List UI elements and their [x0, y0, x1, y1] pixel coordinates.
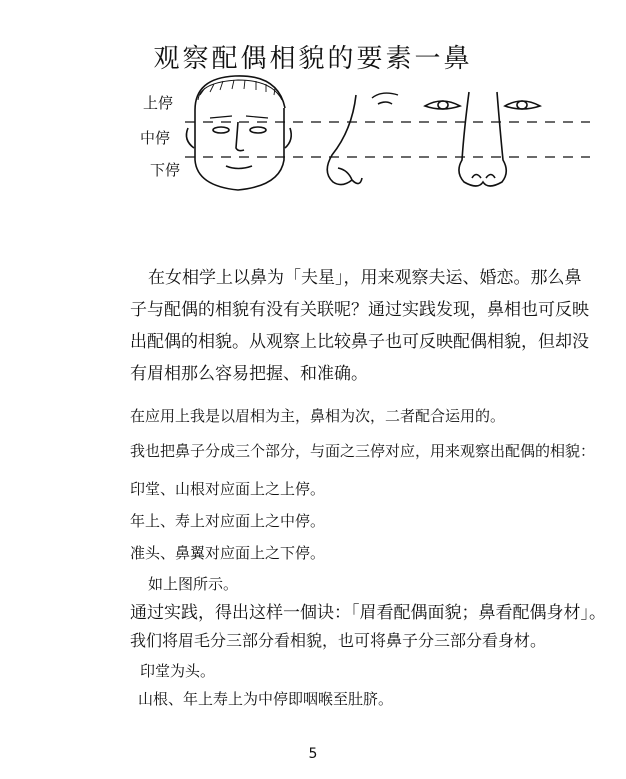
text-line: 印堂为头。 — [140, 662, 216, 680]
nose-profile-drawing — [327, 93, 398, 184]
text-line: 我也把鼻子分成三个部分，与面之三停对应，用来观察出配偶的相貌： — [130, 442, 596, 460]
zone-label-lower: 下停 — [150, 161, 181, 179]
zone-dividers — [185, 122, 590, 157]
face-front-drawing — [186, 76, 291, 190]
text-line: 我们将眉毛分三部分看相貌，也可将鼻子分三部分看身材。 — [130, 631, 547, 650]
face-nose-diagram — [0, 0, 626, 240]
page-number: 5 — [308, 746, 318, 762]
zone-label-upper: 上停 — [143, 94, 174, 112]
text-line: 在应用上我是以眉相为主，鼻相为次，二者配合运用的。 — [130, 407, 506, 425]
text-line: 如上图所示。 — [148, 575, 239, 593]
text-line: 印堂、山根对应面上之上停。 — [130, 480, 326, 498]
intro-paragraph: 在女相学上以鼻为「夫星」，用来观察夫运、婚恋。那么鼻子与配偶的相貌有没有关联呢？通过实践发现，鼻相也可反映出配偶的相貌。从观察上比较鼻子也可反映配偶相貌，但却没有眉相那么容易把握、和准确。 — [130, 268, 589, 384]
text-line: 山根、年上寿上为中停即咽喉至肚脐。 — [138, 690, 394, 708]
page-title: 观察配偶相貌的要素一鼻 — [153, 44, 473, 74]
text-line: 年上、寿上对应面上之中停。 — [130, 512, 326, 530]
text-line: 准头、鼻翼对应面上之下停。 — [130, 544, 326, 562]
zone-label-middle: 中停 — [140, 129, 171, 147]
text-line: 通过实践，得出这样一個诀：「眉看配偶面貌；鼻看配偶身材」。 — [130, 603, 606, 623]
nose-front-drawing — [425, 92, 540, 186]
